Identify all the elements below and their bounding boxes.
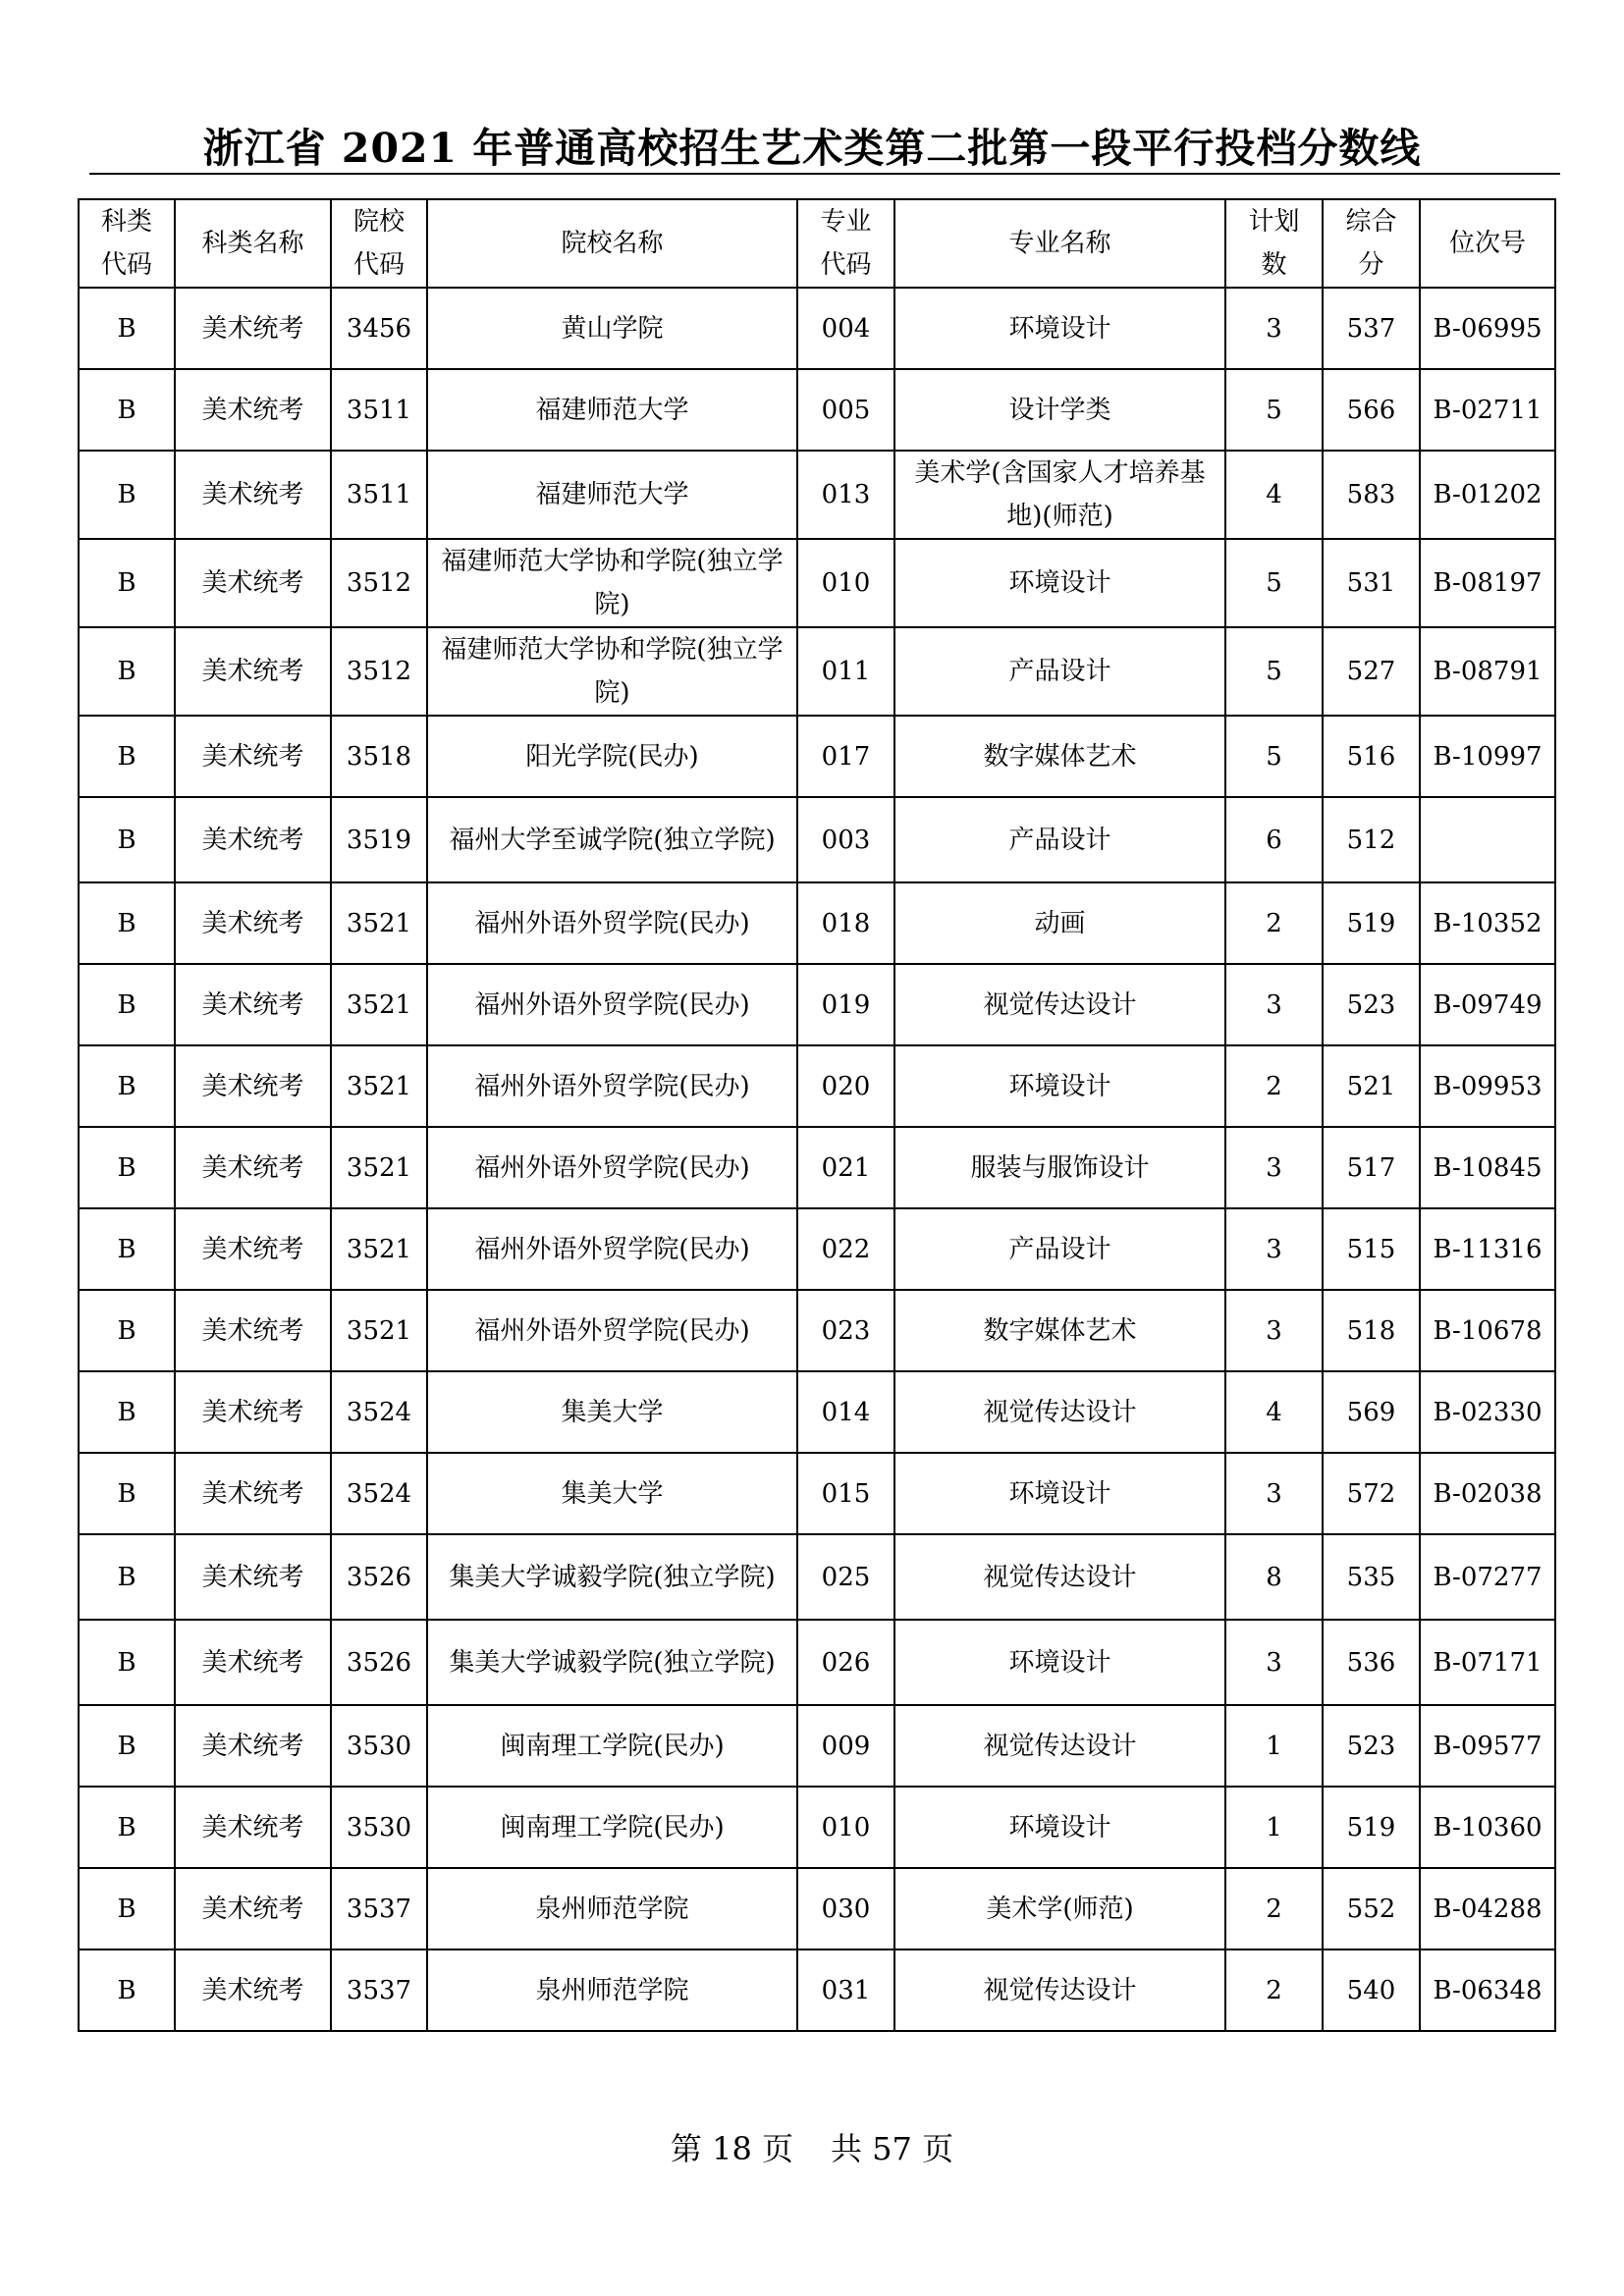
cell-plan-count: 3 [1225, 1127, 1323, 1208]
cell-school-name: 泉州师范学院 [427, 1949, 797, 2031]
cell-school-code: 3537 [331, 1868, 427, 1949]
cell-major-code: 010 [797, 1787, 894, 1868]
cell-subject-code: B [79, 1045, 175, 1127]
header-major-code-line2: 代码 [820, 250, 872, 280]
cell-rank: B-02038 [1420, 1453, 1555, 1534]
cell-subject-name: 美术统考 [175, 1868, 331, 1949]
cell-subject-name: 美术统考 [175, 1534, 331, 1620]
cell-subject-name: 美术统考 [175, 369, 331, 451]
cell-major-code: 017 [797, 716, 894, 797]
cell-plan-count: 3 [1225, 1208, 1323, 1290]
cell-major-name: 美术学(师范) [894, 1868, 1225, 1949]
cell-composite-score: 521 [1323, 1045, 1420, 1127]
cell-composite-score: 535 [1323, 1534, 1420, 1620]
cell-major-code: 021 [797, 1127, 894, 1208]
cell-major-code: 030 [797, 1868, 894, 1949]
header-school-code [331, 199, 427, 288]
cell-school-code: 3521 [331, 1290, 427, 1371]
cell-school-name: 黄山学院 [427, 288, 797, 369]
cell-subject-code: B [79, 1868, 175, 1949]
table-row [79, 1534, 1555, 1620]
cell-subject-name: 美术统考 [175, 627, 331, 716]
header-subject-code-line1: 科类 [100, 207, 152, 237]
cell-major-code: 022 [797, 1208, 894, 1290]
cell-major-name: 服装与服饰设计 [894, 1127, 1225, 1208]
header-score-line2: 分 [1358, 250, 1384, 280]
cell-subject-name: 美术统考 [175, 1453, 331, 1534]
cell-rank: B-07171 [1420, 1620, 1555, 1705]
cell-school-code: 3519 [331, 797, 427, 882]
table-row [79, 1208, 1555, 1290]
cell-subject-name: 美术统考 [175, 1045, 331, 1127]
header-score-line1: 综合 [1345, 207, 1397, 237]
cell-major-name: 视觉传达设计 [894, 1949, 1225, 2031]
table-row [79, 716, 1555, 797]
cell-major-name: 环境设计 [894, 1453, 1225, 1534]
cell-rank: B-08197 [1420, 539, 1555, 627]
cell-rank: B-06995 [1420, 288, 1555, 369]
cell-composite-score: 515 [1323, 1208, 1420, 1290]
cell-plan-count: 2 [1225, 1868, 1323, 1949]
cell-major-code: 025 [797, 1534, 894, 1620]
cell-subject-name: 美术统考 [175, 1371, 331, 1453]
header-subject-code [79, 199, 175, 288]
cell-subject-code: B [79, 716, 175, 797]
cell-subject-name: 美术统考 [175, 1208, 331, 1290]
cell-major-name: 环境设计 [894, 288, 1225, 369]
cell-school-code: 3530 [331, 1787, 427, 1868]
cell-school-name: 闽南理工学院(民办) [427, 1705, 797, 1787]
cell-school-code: 3456 [331, 288, 427, 369]
cell-school-code: 3521 [331, 1208, 427, 1290]
header-rank: 位次号 [1420, 199, 1555, 288]
cell-school-code: 3521 [331, 1127, 427, 1208]
cell-subject-code: B [79, 1949, 175, 2031]
cell-subject-name: 美术统考 [175, 1949, 331, 2031]
cell-rank: B-04288 [1420, 1868, 1555, 1949]
cell-major-code: 023 [797, 1290, 894, 1371]
cell-major-name: 数字媒体艺术 [894, 716, 1225, 797]
cell-school-code: 3521 [331, 964, 427, 1045]
cell-composite-score: 566 [1323, 369, 1420, 451]
cell-composite-score: 531 [1323, 539, 1420, 627]
header-score [1323, 199, 1420, 288]
cell-school-name: 阳光学院(民办) [427, 716, 797, 797]
cell-major-code: 015 [797, 1453, 894, 1534]
cell-rank: B-01202 [1420, 451, 1555, 539]
cell-major-name: 产品设计 [894, 627, 1225, 716]
cell-school-name: 泉州师范学院 [427, 1868, 797, 1949]
table-row [79, 539, 1555, 627]
cell-school-name: 福建师范大学 [427, 451, 797, 539]
cell-rank: B-07277 [1420, 1534, 1555, 1620]
header-subject-code-line2: 代码 [100, 250, 152, 280]
cell-major-name: 设计学类 [894, 369, 1225, 451]
cell-subject-code: B [79, 964, 175, 1045]
cell-rank: B-09577 [1420, 1705, 1555, 1787]
table-row [79, 882, 1555, 964]
admission-score-table [78, 198, 1556, 2032]
cell-rank: B-11316 [1420, 1208, 1555, 1290]
header-school-code-line1: 院校 [352, 207, 405, 237]
cell-subject-name: 美术统考 [175, 716, 331, 797]
cell-composite-score: 540 [1323, 1949, 1420, 2031]
cell-plan-count: 5 [1225, 369, 1323, 451]
cell-composite-score: 519 [1323, 1787, 1420, 1868]
page-footer [0, 2124, 1624, 2169]
cell-school-name: 福建师范大学 [427, 369, 797, 451]
cell-subject-code: B [79, 1620, 175, 1705]
cell-major-name: 视觉传达设计 [894, 964, 1225, 1045]
cell-school-code: 3526 [331, 1534, 427, 1620]
cell-subject-name: 美术统考 [175, 539, 331, 627]
table-row [79, 1787, 1555, 1868]
header-plan [1225, 199, 1323, 288]
cell-major-name: 视觉传达设计 [894, 1705, 1225, 1787]
page-title: 浙江省 2021 年普通高校招生艺术类第二批第一段平行投档分数线 [202, 125, 1422, 172]
cell-subject-code: B [79, 1534, 175, 1620]
header-school-code-line2: 代码 [352, 250, 405, 280]
cell-school-name: 集美大学 [427, 1371, 797, 1453]
cell-school-name: 集美大学诚毅学院(独立学院) [427, 1620, 797, 1705]
cell-major-name: 美术学(含国家人才培养基地)(师范) [894, 451, 1225, 539]
cell-school-code: 3537 [331, 1949, 427, 2031]
cell-plan-count: 2 [1225, 1045, 1323, 1127]
cell-subject-code: B [79, 1453, 175, 1534]
cell-school-name: 福州外语外贸学院(民办) [427, 1208, 797, 1290]
cell-school-code: 3530 [331, 1705, 427, 1787]
cell-subject-code: B [79, 627, 175, 716]
cell-major-name: 环境设计 [894, 1045, 1225, 1127]
table-row [79, 1290, 1555, 1371]
cell-subject-code: B [79, 451, 175, 539]
cell-major-code: 020 [797, 1045, 894, 1127]
table-row [79, 964, 1555, 1045]
cell-plan-count: 3 [1225, 1620, 1323, 1705]
cell-major-code: 031 [797, 1949, 894, 2031]
cell-rank: B-10997 [1420, 716, 1555, 797]
cell-major-name: 数字媒体艺术 [894, 1290, 1225, 1371]
cell-composite-score: 572 [1323, 1453, 1420, 1534]
cell-subject-name: 美术统考 [175, 882, 331, 964]
cell-subject-name: 美术统考 [175, 1290, 331, 1371]
cell-school-name: 福建师范大学协和学院(独立学院) [427, 539, 797, 627]
cell-major-code: 004 [797, 288, 894, 369]
cell-composite-score: 583 [1323, 451, 1420, 539]
cell-subject-code: B [79, 1127, 175, 1208]
cell-plan-count: 5 [1225, 716, 1323, 797]
cell-subject-code: B [79, 288, 175, 369]
header-major-code [797, 199, 894, 288]
cell-major-name: 产品设计 [894, 797, 1225, 882]
cell-plan-count: 3 [1225, 288, 1323, 369]
cell-school-name: 福州大学至诚学院(独立学院) [427, 797, 797, 882]
table-row [79, 627, 1555, 716]
cell-plan-count: 4 [1225, 1371, 1323, 1453]
table-row [79, 797, 1555, 882]
cell-school-code: 3512 [331, 539, 427, 627]
cell-rank: B-08791 [1420, 627, 1555, 716]
cell-subject-name: 美术统考 [175, 1620, 331, 1705]
cell-major-name: 视觉传达设计 [894, 1534, 1225, 1620]
cell-school-code: 3521 [331, 1045, 427, 1127]
table-row [79, 1620, 1555, 1705]
cell-school-name: 闽南理工学院(民办) [427, 1787, 797, 1868]
table-body [79, 288, 1555, 2031]
cell-major-name: 动画 [894, 882, 1225, 964]
cell-school-code: 3524 [331, 1453, 427, 1534]
table-row [79, 1127, 1555, 1208]
cell-plan-count: 1 [1225, 1705, 1323, 1787]
cell-subject-code: B [79, 1290, 175, 1371]
cell-subject-code: B [79, 1705, 175, 1787]
cell-subject-code: B [79, 882, 175, 964]
cell-school-name: 福建师范大学协和学院(独立学院) [427, 627, 797, 716]
cell-subject-code: B [79, 1371, 175, 1453]
cell-school-code: 3512 [331, 627, 427, 716]
header-major-name: 专业名称 [894, 199, 1225, 288]
cell-school-code: 3518 [331, 716, 427, 797]
cell-school-name: 福州外语外贸学院(民办) [427, 964, 797, 1045]
cell-school-code: 3511 [331, 369, 427, 451]
cell-school-code: 3521 [331, 882, 427, 964]
table-row [79, 1705, 1555, 1787]
cell-composite-score: 519 [1323, 882, 1420, 964]
cell-plan-count: 3 [1225, 1453, 1323, 1534]
cell-composite-score: 536 [1323, 1620, 1420, 1705]
cell-composite-score: 512 [1323, 797, 1420, 882]
cell-subject-name: 美术统考 [175, 1705, 331, 1787]
table-row [79, 1868, 1555, 1949]
cell-school-name: 福州外语外贸学院(民办) [427, 882, 797, 964]
cell-plan-count: 8 [1225, 1534, 1323, 1620]
cell-composite-score: 552 [1323, 1868, 1420, 1949]
cell-plan-count: 3 [1225, 964, 1323, 1045]
cell-plan-count: 1 [1225, 1787, 1323, 1868]
cell-major-name: 产品设计 [894, 1208, 1225, 1290]
cell-rank: B-02711 [1420, 369, 1555, 451]
cell-rank: B-02330 [1420, 1371, 1555, 1453]
cell-rank: B-09953 [1420, 1045, 1555, 1127]
table-row [79, 369, 1555, 451]
cell-major-name: 环境设计 [894, 539, 1225, 627]
header-school-name: 院校名称 [427, 199, 797, 288]
header-subject-name: 科类名称 [175, 199, 331, 288]
cell-plan-count: 3 [1225, 1290, 1323, 1371]
table-row [79, 1371, 1555, 1453]
header-major-code-line1: 专业 [820, 207, 872, 237]
cell-subject-name: 美术统考 [175, 964, 331, 1045]
cell-composite-score: 518 [1323, 1290, 1420, 1371]
table-row [79, 288, 1555, 369]
cell-rank: B-10360 [1420, 1787, 1555, 1868]
cell-major-code: 005 [797, 369, 894, 451]
cell-composite-score: 517 [1323, 1127, 1420, 1208]
cell-composite-score: 523 [1323, 964, 1420, 1045]
table-row [79, 1045, 1555, 1127]
cell-plan-count: 2 [1225, 1949, 1323, 2031]
title-underline [89, 173, 1560, 175]
header-plan-line2: 数 [1261, 250, 1287, 280]
cell-school-code: 3511 [331, 451, 427, 539]
cell-school-name: 集美大学诚毅学院(独立学院) [427, 1534, 797, 1620]
cell-subject-name: 美术统考 [175, 288, 331, 369]
cell-school-name: 福州外语外贸学院(民办) [427, 1290, 797, 1371]
cell-subject-code: B [79, 1208, 175, 1290]
cell-composite-score: 537 [1323, 288, 1420, 369]
cell-rank: B-10845 [1420, 1127, 1555, 1208]
cell-major-name: 环境设计 [894, 1620, 1225, 1705]
cell-major-code: 009 [797, 1705, 894, 1787]
cell-rank: B-10678 [1420, 1290, 1555, 1371]
cell-plan-count: 2 [1225, 882, 1323, 964]
cell-major-code: 019 [797, 964, 894, 1045]
cell-major-code: 014 [797, 1371, 894, 1453]
cell-school-name: 福州外语外贸学院(民办) [427, 1127, 797, 1208]
cell-school-code: 3526 [331, 1620, 427, 1705]
cell-major-code: 011 [797, 627, 894, 716]
table-row [79, 1949, 1555, 2031]
cell-rank: B-06348 [1420, 1949, 1555, 2031]
page-total: 共 57 页 [831, 2130, 954, 2167]
cell-plan-count: 5 [1225, 539, 1323, 627]
cell-school-name: 集美大学 [427, 1453, 797, 1534]
cell-major-code: 003 [797, 797, 894, 882]
cell-major-name: 环境设计 [894, 1787, 1225, 1868]
cell-subject-name: 美术统考 [175, 797, 331, 882]
cell-subject-code: B [79, 1787, 175, 1868]
cell-rank: B-09749 [1420, 964, 1555, 1045]
cell-plan-count: 4 [1225, 451, 1323, 539]
cell-subject-code: B [79, 539, 175, 627]
header-plan-line1: 计划 [1248, 207, 1300, 237]
table-row [79, 451, 1555, 539]
cell-major-name: 视觉传达设计 [894, 1371, 1225, 1453]
cell-major-code: 026 [797, 1620, 894, 1705]
cell-major-code: 018 [797, 882, 894, 964]
cell-major-code: 013 [797, 451, 894, 539]
page-number: 第 18 页 [670, 2130, 793, 2167]
cell-major-code: 010 [797, 539, 894, 627]
cell-composite-score: 527 [1323, 627, 1420, 716]
cell-composite-score: 569 [1323, 1371, 1420, 1453]
cell-plan-count: 6 [1225, 797, 1323, 882]
cell-subject-code: B [79, 369, 175, 451]
cell-school-name: 福州外语外贸学院(民办) [427, 1045, 797, 1127]
table-row [79, 1453, 1555, 1534]
cell-subject-code: B [79, 797, 175, 882]
cell-rank: B-10352 [1420, 882, 1555, 964]
cell-rank [1420, 797, 1555, 882]
table-header-row [79, 199, 1555, 288]
cell-composite-score: 516 [1323, 716, 1420, 797]
cell-subject-name: 美术统考 [175, 1787, 331, 1868]
cell-subject-name: 美术统考 [175, 1127, 331, 1208]
cell-composite-score: 523 [1323, 1705, 1420, 1787]
cell-plan-count: 5 [1225, 627, 1323, 716]
cell-school-code: 3524 [331, 1371, 427, 1453]
cell-subject-name: 美术统考 [175, 451, 331, 539]
